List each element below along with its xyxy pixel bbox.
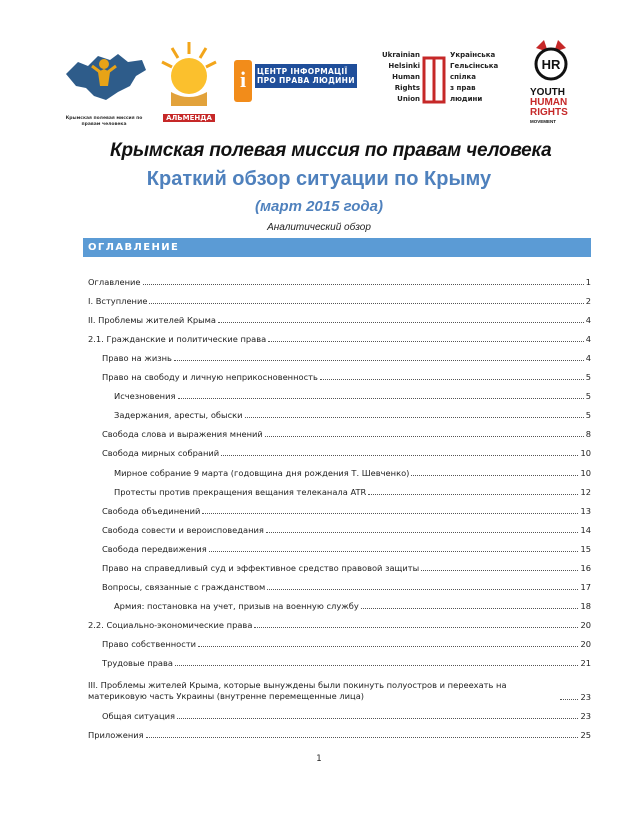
center-info-line2: ПРО ПРАВА ЛЮДИНИ bbox=[257, 76, 355, 85]
toc-entry[interactable]: II. Проблемы жителей Крыма 4 bbox=[88, 315, 591, 326]
info-i-icon: i bbox=[234, 60, 252, 102]
crimea-map-icon bbox=[58, 42, 150, 112]
youth-line3: RIGHTS bbox=[530, 107, 568, 118]
toc-entry[interactable]: Общая ситуация 23 bbox=[102, 711, 591, 722]
toc-entry[interactable]: Армия: постановка на учет, призыв на военную службу 18 bbox=[114, 600, 591, 611]
toc-entry[interactable]: Протесты против прекращения вещания телеканала ATR 12 bbox=[114, 486, 591, 497]
toc-entry[interactable]: Право на жизнь 4 bbox=[102, 353, 591, 364]
toc-entry[interactable]: Оглавление 1 bbox=[88, 277, 591, 288]
toc-header: ОГЛАВЛЕНИЕ bbox=[83, 238, 591, 257]
uhhru-emblem-icon bbox=[422, 56, 446, 104]
almenda-logo-text: АЛЬМЕНДА bbox=[163, 114, 215, 122]
toc-entry[interactable]: Задержания, аресты, обыски 5 bbox=[114, 410, 591, 421]
youth-human-rights-logo bbox=[524, 38, 578, 134]
uhhru-logo bbox=[370, 50, 506, 126]
uhhru-en-1: Ukrainian bbox=[381, 51, 420, 59]
crimea-mission-logo-text: Крымская полевая миссия по правам человека bbox=[65, 116, 143, 127]
toc-entry[interactable]: Свобода совести и вероисповедания 14 bbox=[102, 524, 591, 535]
toc-entry[interactable]: Свобода мирных собраний 10 bbox=[102, 448, 591, 459]
toc-entry[interactable]: I. Вступление 2 bbox=[88, 296, 591, 307]
toc-entry[interactable]: Трудовые права 21 bbox=[102, 657, 591, 668]
toc-entry[interactable]: Свобода объединений 13 bbox=[102, 505, 591, 516]
document-date: (март 2015 года) bbox=[254, 198, 384, 215]
document-type: Аналитический обзор bbox=[267, 222, 371, 233]
uhhru-ua-4: з прав людини bbox=[450, 84, 483, 103]
sun-icon bbox=[158, 40, 220, 110]
uhhru-ua-2: Гельсінська bbox=[450, 62, 499, 70]
youth-line4: MOVEMENT bbox=[530, 119, 557, 124]
center-info-logo bbox=[234, 60, 354, 110]
youth-line1: YOUTH bbox=[530, 87, 565, 98]
youth-hr-text: HR bbox=[541, 57, 561, 72]
document-subtitle: Краткий обзор ситуации по Крыму bbox=[146, 168, 492, 190]
uhhru-en-2: Helsinki bbox=[388, 62, 420, 70]
page-number: 1 bbox=[316, 754, 322, 764]
toc-entry[interactable]: Исчезновения 5 bbox=[114, 391, 591, 402]
almenda-logo bbox=[158, 40, 220, 130]
toc-entry[interactable]: Свобода передвижения 15 bbox=[102, 543, 591, 554]
toc-entry[interactable]: III. Проблемы жителей Крыма, которые вынуждены были покинуть полуостров и переехать на материковую часть Украины (внутренне перемещенные лица) 23 bbox=[88, 679, 591, 702]
uhhru-ua-3: спілка bbox=[450, 73, 476, 81]
center-info-line1: ЦЕНТР ІНФОРМАЦІЇ bbox=[257, 67, 348, 76]
logo-row bbox=[0, 34, 638, 134]
uhhru-ua-1: Українська bbox=[450, 51, 496, 59]
toc-entry[interactable]: Мирное собрание 9 марта (годовщина дня рождения Т. Шевченко) 10 bbox=[114, 467, 591, 478]
table-of-contents bbox=[88, 268, 591, 740]
document-title: Крымская полевая миссия по правам человека bbox=[110, 140, 552, 161]
toc-entry[interactable]: Право на свободу и личную неприкосновенность 5 bbox=[102, 372, 591, 383]
toc-entry[interactable]: 2.2. Социально-экономические права 20 bbox=[88, 619, 591, 630]
toc-entry[interactable]: Право собственности 20 bbox=[102, 638, 591, 649]
toc-entry[interactable]: Вопросы, связанные с гражданством 17 bbox=[102, 581, 591, 592]
toc-entry[interactable]: Право на справедливый суд и эффективное средство правовой защиты 16 bbox=[102, 562, 591, 573]
toc-entry[interactable]: Свобода слова и выражения мнений 8 bbox=[102, 429, 591, 440]
uhhru-en-4: Rights Union bbox=[394, 84, 420, 103]
toc-entry[interactable]: 2.1. Гражданские и политические права 4 bbox=[88, 334, 591, 345]
youth-line2: HUMAN bbox=[530, 97, 568, 108]
crimea-mission-logo bbox=[58, 42, 150, 130]
hr-hands-icon bbox=[524, 38, 578, 84]
toc-entry[interactable]: Приложения 25 bbox=[88, 730, 591, 741]
uhhru-en-3: Human bbox=[392, 73, 420, 81]
